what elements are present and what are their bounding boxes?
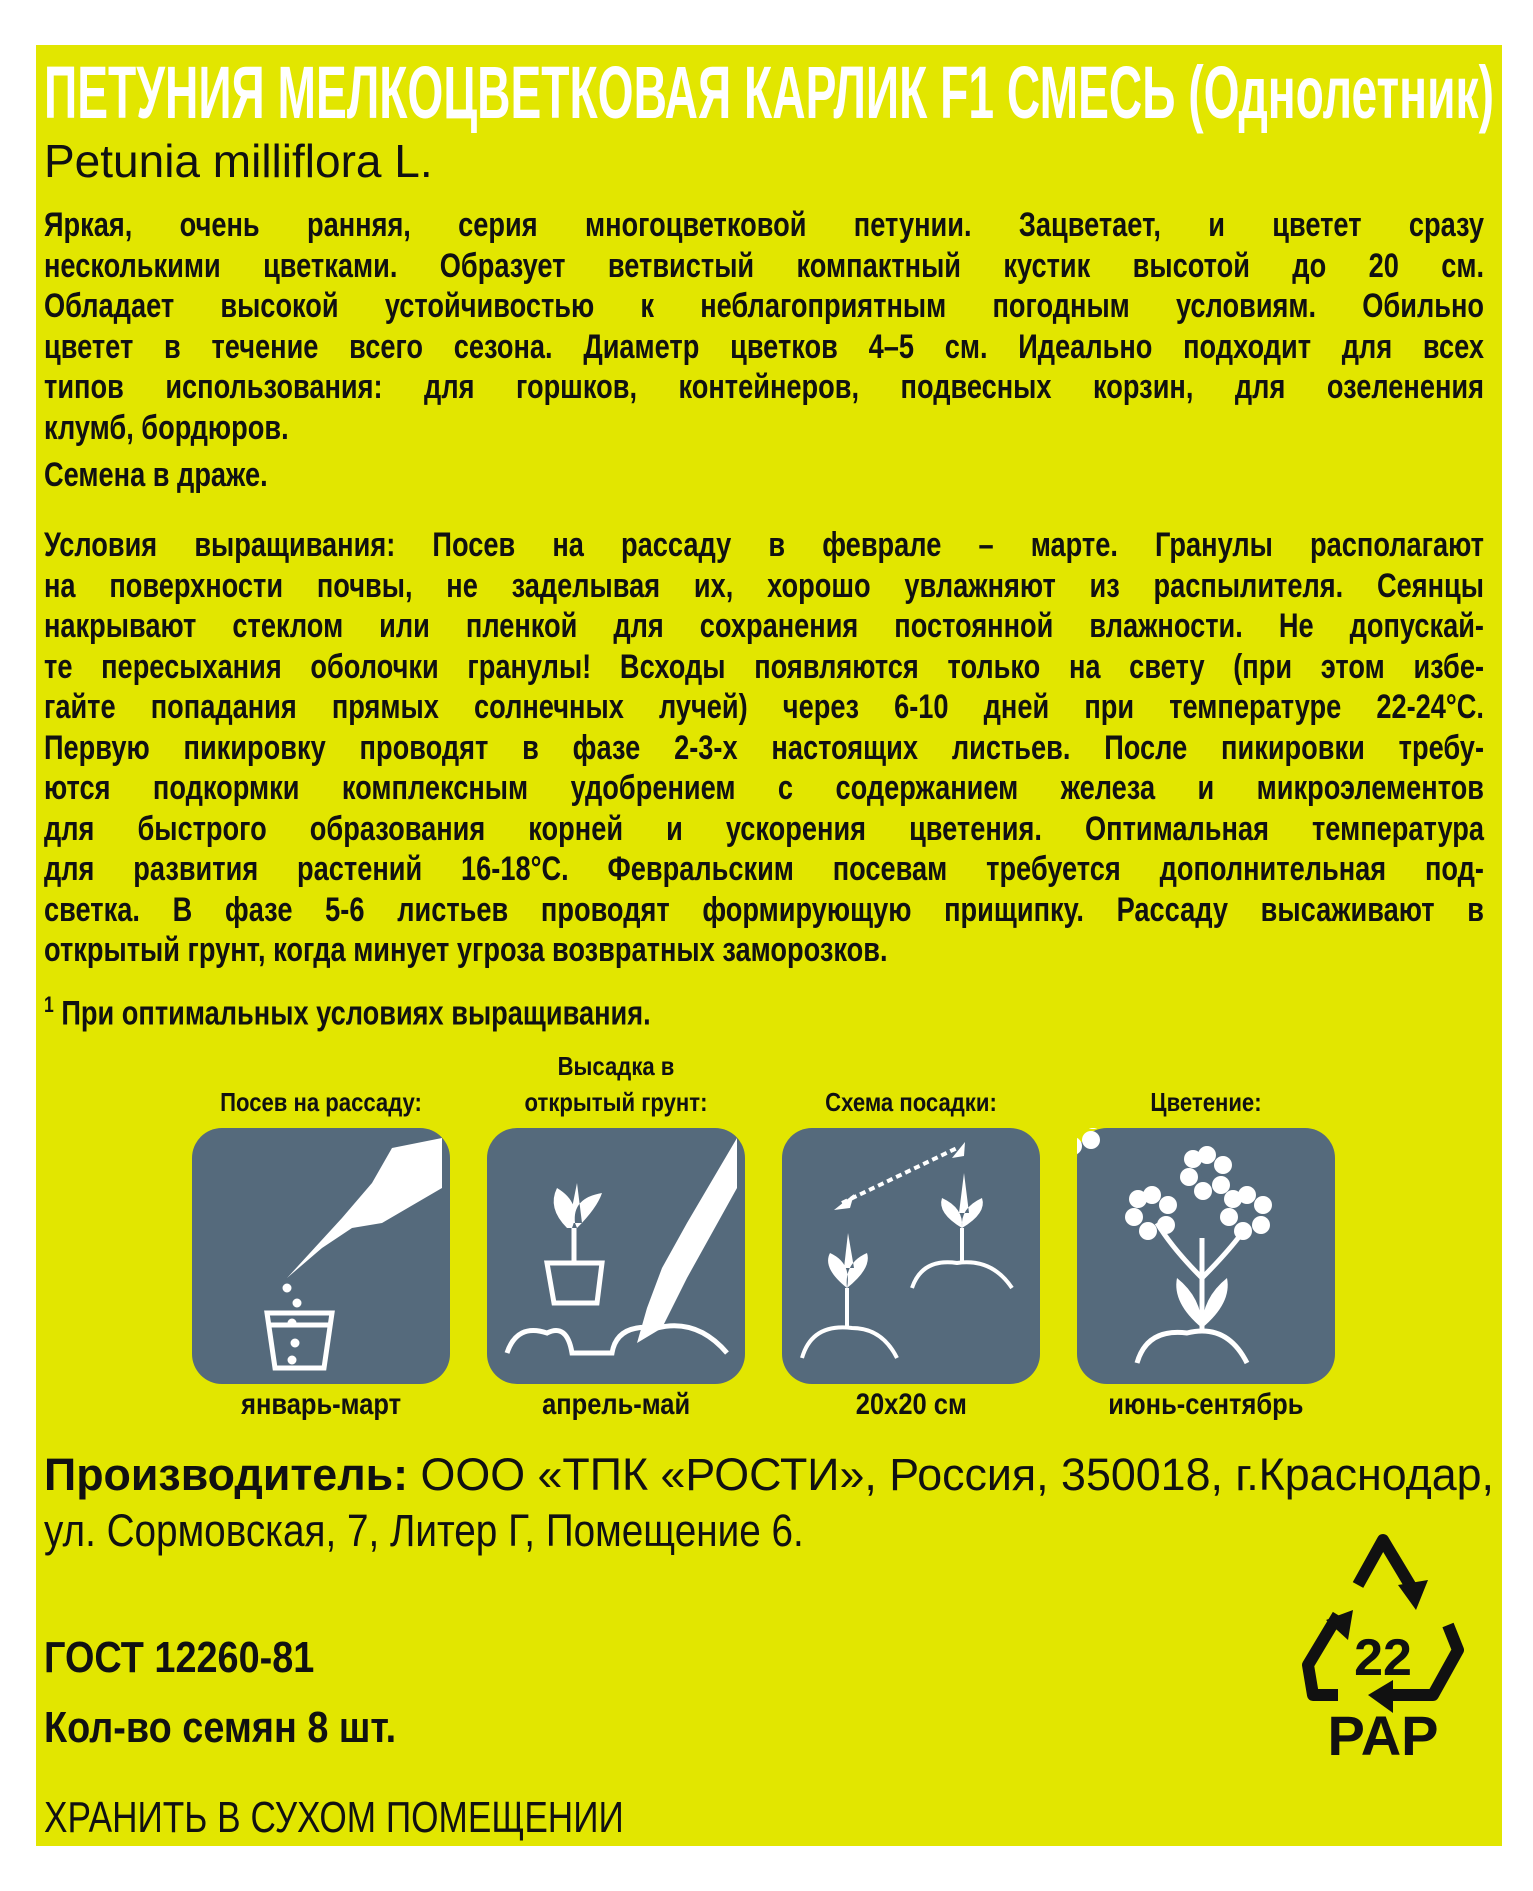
transplant-icon xyxy=(487,1128,745,1384)
step-heading: Посев на рассаду: xyxy=(220,1087,422,1117)
planting-scheme-icon xyxy=(782,1128,1040,1384)
growing-line: те пересыхания оболочки гранулы! Всходы появляются только на свету (при этом избе- xyxy=(44,647,1484,686)
growing-line: на поверхности почвы, не заделывая их, хорошо увлажняют из распылителя. Сеянцы xyxy=(44,566,1484,605)
step-heading: Высадка в xyxy=(557,1051,675,1081)
growing-line: светка. В фазе 5-6 листьев проводят формирующую прищипку. Рассаду высаживают в xyxy=(44,890,1484,929)
recycle-material: PAP xyxy=(1327,1704,1439,1765)
storage-text: ХРАНИТЬ В СУХОМ ПОМЕЩЕНИИ xyxy=(44,1793,624,1842)
description-line: Обладает высокой устойчивостью к неблагоприятным погодным условиям. Обильно xyxy=(44,287,1484,325)
step-heading: Цветение: xyxy=(1150,1087,1262,1117)
description-line: клумб, бордюров. xyxy=(44,408,289,447)
growing-line: для быстрого образования корней и ускорения цветения. Оптимальная температура xyxy=(44,809,1484,848)
growing-line: гайте попадания прямых солнечных лучей) через 6-10 дней при температуре 22-24°С. xyxy=(44,688,1484,726)
seeds-note-text: Семена в драже. xyxy=(44,456,268,494)
description-line: несколькими цветками. Образует ветвистый компактный кустик высотой до 20 см. xyxy=(44,246,1484,285)
recycle-code: 22 xyxy=(1354,1629,1412,1687)
step-period: апрель-май xyxy=(541,1388,691,1421)
producer-line-1 xyxy=(44,1449,1501,1501)
seed-count-text: Кол-во семян 8 шт. xyxy=(44,1703,397,1752)
growing-line: для развития растений 16-18°С. Февральским посевам требуется дополнительная под- xyxy=(44,850,1484,888)
step-heading: Схема посадки: xyxy=(825,1087,997,1117)
step-period: январь-март xyxy=(241,1388,401,1421)
storage-instruction xyxy=(44,1793,769,1843)
description-line: Яркая, очень ранняя, серия многоцветковой петунии. Зацветает, и цветет сразу xyxy=(44,206,1484,244)
growing-line: Условия выращивания: Посев на рассаду в феврале – марте. Гранулы располагают xyxy=(44,526,1484,564)
growing-line: открытый грунт, когда минует угроза возвратных заморозков. xyxy=(44,931,888,969)
description-line: типов использования: для горшков, контейнеров, подвесных корзин, для озеленения xyxy=(44,368,1484,406)
step-flowering xyxy=(1061,1030,1351,1422)
step-period: июнь-сентябрь xyxy=(1108,1388,1304,1421)
producer-address: ООО «ТПК «РОСТИ», Россия, 350018, г.Краснодар, xyxy=(408,1449,1494,1500)
latin-name-text: Petunia milliflora L. xyxy=(44,135,433,187)
latin-name xyxy=(44,135,433,187)
recycle-icon xyxy=(1298,1515,1468,1765)
description xyxy=(44,205,1484,448)
step-sowing xyxy=(176,1030,466,1422)
gost-standard xyxy=(44,1633,358,1683)
description-line: цветет в течение всего сезона. Диаметр цветков 4–5 см. Идеально подходит для всех xyxy=(44,327,1484,366)
footnote-mark: 1 xyxy=(44,992,54,1017)
flowering-icon xyxy=(1077,1128,1335,1384)
growing-conditions xyxy=(44,525,1484,971)
producer-label: Производитель: xyxy=(44,1449,409,1500)
growing-line: ются подкормки комплексным удобрением с содержанием железа и микроэлементов xyxy=(44,769,1484,807)
product-title xyxy=(44,53,1533,133)
footnote xyxy=(44,985,802,1033)
seeds-note xyxy=(44,455,1484,496)
growing-line: накрывают стеклом или пленкой для сохранения постоянной влажности. Не допускай- xyxy=(44,607,1484,645)
step-transplant xyxy=(471,1030,761,1422)
step-heading: открытый грунт: xyxy=(524,1087,708,1117)
product-title-text: ПЕТУНИЯ МЕЛКОЦВЕТКОВАЯ КАРЛИК F1 СМЕСЬ (Однолетник) xyxy=(44,51,1494,134)
step-period: 20x20 см xyxy=(855,1388,967,1421)
sowing-icon xyxy=(192,1128,450,1384)
step-planting-scheme xyxy=(766,1030,1056,1422)
seed-packet-back xyxy=(36,45,1502,1846)
seed-count xyxy=(44,1703,453,1753)
footnote-text: При оптимальных условиях выращивания. xyxy=(61,994,651,1033)
growing-line: Первую пикировку проводят в фазе 2-3-х настоящих листьев. После пикировки требу- xyxy=(44,728,1484,767)
producer-address-2: ул. Сормовская, 7, Литер Г, Помещение 6. xyxy=(44,1505,804,1556)
gost-text: ГОСТ 12260-81 xyxy=(44,1633,315,1682)
producer-line-2 xyxy=(44,1505,927,1557)
